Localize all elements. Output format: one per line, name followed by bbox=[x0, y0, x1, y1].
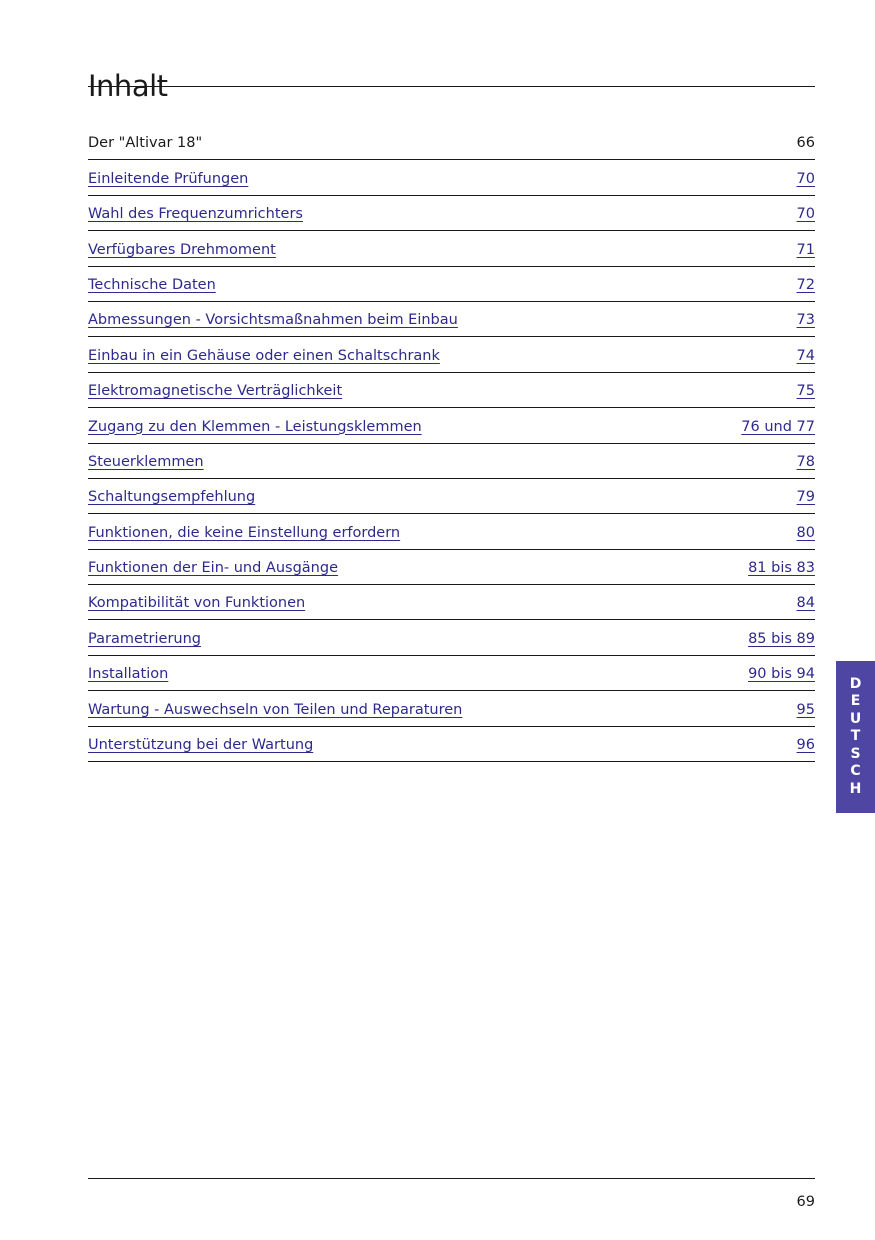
toc-entry bbox=[88, 125, 815, 160]
toc-entry[interactable] bbox=[88, 231, 815, 266]
toc-entry-page[interactable]: 79 bbox=[796, 489, 815, 506]
toc-entry-title[interactable]: Einbau in ein Gehäuse oder einen Schaltschrank bbox=[88, 347, 440, 364]
toc-entry[interactable] bbox=[88, 550, 815, 585]
toc-entry[interactable] bbox=[88, 585, 815, 620]
toc-entry-title[interactable]: Wartung - Auswechseln von Teilen und Reparaturen bbox=[88, 701, 463, 718]
toc-entry[interactable] bbox=[88, 656, 815, 691]
toc-entry-title[interactable]: Steuerklemmen bbox=[88, 453, 204, 470]
language-tab-letter: H bbox=[849, 780, 862, 797]
toc-entry-title[interactable]: Wahl des Frequenzumrichters bbox=[88, 206, 303, 223]
toc-entry-page[interactable]: 71 bbox=[796, 241, 815, 258]
toc-entry[interactable] bbox=[88, 160, 815, 195]
toc-entry[interactable] bbox=[88, 514, 815, 549]
toc-entry-page[interactable]: 75 bbox=[796, 383, 815, 400]
toc-entry[interactable] bbox=[88, 444, 815, 479]
toc-entry-title[interactable]: Abmessungen - Vorsichtsmaßnahmen beim Einbau bbox=[88, 312, 458, 329]
language-tab-letter: C bbox=[850, 763, 861, 780]
toc-entry-page[interactable]: 95 bbox=[796, 701, 815, 718]
toc-entry-page[interactable]: 96 bbox=[796, 737, 815, 754]
language-tab bbox=[836, 661, 875, 813]
language-tab-letter: D bbox=[849, 675, 862, 692]
toc-entry-title[interactable]: Einleitende Prüfungen bbox=[88, 170, 249, 187]
toc-entry-title[interactable]: Schaltungsempfehlung bbox=[88, 489, 256, 506]
table-of-contents bbox=[88, 125, 815, 762]
toc-entry[interactable] bbox=[88, 479, 815, 514]
toc-entry-title[interactable]: Zugang zu den Klemmen - Leistungsklemmen bbox=[88, 418, 422, 435]
toc-entry-title[interactable]: Funktionen, die keine Einstellung erfordern bbox=[88, 524, 401, 541]
page-number: 69 bbox=[796, 1194, 815, 1210]
toc-entry-page[interactable]: 84 bbox=[796, 595, 815, 612]
toc-entry[interactable] bbox=[88, 620, 815, 655]
toc-entry-page[interactable]: 90 bis 94 bbox=[748, 666, 815, 683]
toc-entry-page[interactable]: 73 bbox=[796, 312, 815, 329]
toc-entry-title[interactable]: Kompatibilität von Funktionen bbox=[88, 595, 306, 612]
language-tab-letter: T bbox=[850, 728, 861, 745]
language-tab-letter: E bbox=[850, 693, 861, 710]
toc-entry[interactable] bbox=[88, 302, 815, 337]
toc-entry-title[interactable]: Verfügbares Drehmoment bbox=[88, 241, 276, 258]
toc-entry-title[interactable]: Parametrierung bbox=[88, 630, 202, 647]
toc-entry-page[interactable]: 72 bbox=[796, 276, 815, 293]
toc-entry-title[interactable]: Funktionen der Ein- und Ausgänge bbox=[88, 560, 338, 577]
toc-entry-title: Der "Altivar 18" bbox=[88, 135, 203, 152]
toc-entry-page[interactable]: 76 und 77 bbox=[741, 418, 815, 435]
toc-entry-page[interactable]: 78 bbox=[796, 453, 815, 470]
title-divider bbox=[88, 86, 815, 87]
toc-entry-title[interactable]: Installation bbox=[88, 666, 169, 683]
toc-entry-title[interactable]: Technische Daten bbox=[88, 276, 216, 293]
language-tab-letter: U bbox=[849, 710, 862, 727]
toc-entry[interactable] bbox=[88, 196, 815, 231]
footer-divider bbox=[88, 1178, 815, 1179]
toc-entry-title[interactable]: Elektromagnetische Verträglichkeit bbox=[88, 383, 343, 400]
language-tab-letter: S bbox=[850, 745, 861, 762]
toc-entry-page[interactable]: 80 bbox=[796, 524, 815, 541]
toc-entry-page[interactable]: 70 bbox=[796, 170, 815, 187]
toc-entry-page: 66 bbox=[796, 135, 815, 152]
toc-entry-page[interactable]: 70 bbox=[796, 206, 815, 223]
toc-entry[interactable] bbox=[88, 727, 815, 762]
toc-entry-page[interactable]: 81 bis 83 bbox=[748, 560, 815, 577]
toc-entry[interactable] bbox=[88, 408, 815, 443]
toc-entry[interactable] bbox=[88, 337, 815, 372]
toc-entry-page[interactable]: 74 bbox=[796, 347, 815, 364]
toc-entry[interactable] bbox=[88, 373, 815, 408]
toc-entry[interactable] bbox=[88, 267, 815, 302]
toc-entry[interactable] bbox=[88, 691, 815, 726]
toc-entry-page[interactable]: 85 bis 89 bbox=[748, 630, 815, 647]
toc-entry-title[interactable]: Unterstützung bei der Wartung bbox=[88, 737, 314, 754]
page-title: Inhalt bbox=[88, 69, 168, 104]
